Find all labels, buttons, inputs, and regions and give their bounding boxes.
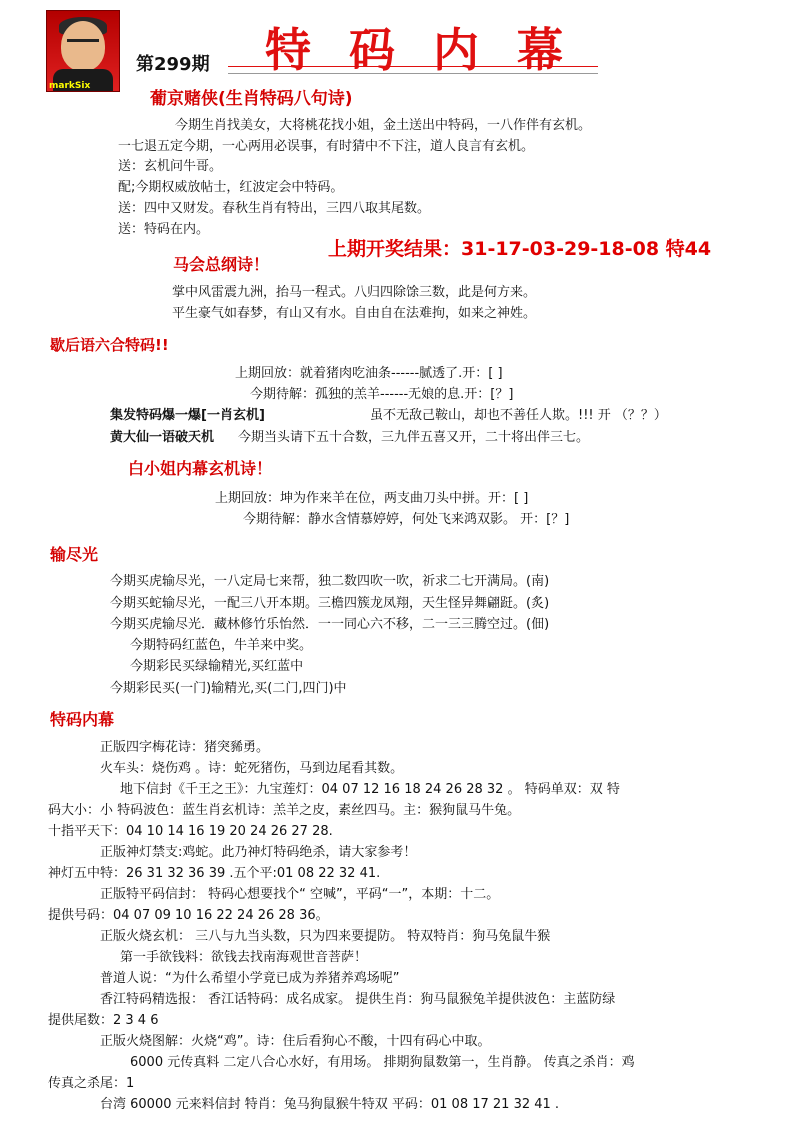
text-line: 掌中风雷震九洲，抬马一程式。八归四除馀三数，此是何方来。 (172, 285, 537, 300)
text-line: 今期当头请下五十合数，三九伴五喜又开，二十将出伴三七。 (238, 430, 590, 445)
text-line: 普道人说：“为什么希望小学竟已成为养猪养鸡场呢” (100, 971, 400, 986)
text-line: 提供号码：04 07 09 10 16 22 24 26 28 36。 (48, 908, 329, 923)
text-line: 送：玄机问牛哥。 (118, 159, 223, 174)
text-line-bold: 黄大仙一语破天机 (110, 430, 215, 445)
text-line: 平生豪气如春梦，有山又有水。自由自在法难拘，如来之神姓。 (172, 306, 537, 321)
text-line: 今期待解：静水含情慕婷婷，何处飞来鸿双影。 开：[？] (243, 512, 570, 527)
text-line: 第一手欲钱料：欲钱去找南海观世音菩萨！ (120, 950, 368, 965)
text-line: 台湾 60000 元来料信封 特肖：兔马狗鼠猴牛特双 平码：01 08 17 21 32 41 . (100, 1097, 560, 1112)
text-line: 正版火烧玄机： 三八与九当头数，只为四来要提防。 特双特肖：狗马兔鼠牛猴 (100, 929, 551, 944)
text-line: 虽不无敌己鞍山，却也不善任人欺。!!! 开 （？？） (370, 408, 667, 423)
text-line: 今期生肖找美女，大将桃花找小姐，金土送出中特码，一八作伴有玄机。 (175, 118, 592, 133)
section-heading-1: 葡京赌侠(生肖特码八句诗) (150, 89, 353, 109)
text-line: 今期待解：孤独的羔羊------无娘的息.开：[？] (250, 387, 514, 402)
text-line: 正版四字梅花诗：猪突豨勇。 (100, 740, 270, 755)
section-heading-6: 特码内幕 (50, 710, 115, 729)
text-line-bold: 集发特码爆一爆[一肖玄机] (110, 408, 265, 423)
text-line: 上期回放：就着猪肉吃油条------腻透了.开：[ ] (235, 366, 503, 381)
text-line: 传真之杀尾：1 (48, 1076, 135, 1091)
last-draw-result: 上期开奖结果：31-17-03-29-18-08 特44 (328, 238, 712, 260)
text-line: 今期彩民买绿输精光,买红蓝中 (130, 659, 304, 674)
text-line: 配;今期权威放帖士，红波定会中特码。 (118, 180, 344, 195)
logo-photo (46, 10, 120, 92)
section-heading-2: 马会总纲诗！ (173, 255, 270, 274)
section-heading-4: 白小姐内幕玄机诗！ (128, 459, 273, 478)
text-line: 今期买虎输尽光，一八定局七来帮，独二数四吹一吹，祈求二七开满局。(南) (110, 574, 550, 589)
text-line: 6000 元传真料 二定八合心水好，有用场。 排期狗鼠数第一，生肖静。 传真之杀肖：鸡 (130, 1055, 635, 1070)
text-line: 送：特码在内。 (118, 222, 210, 237)
text-line: 正版神灯禁支:鸡蛇。此乃神灯特码绝杀，请大家参考！ (100, 845, 417, 860)
text-line: 码大小：小 特码波色：蓝生肖玄机诗：羔羊之皮，素丝四马。主：猴狗鼠马牛兔。 (48, 803, 521, 818)
text-line: 十指平天下：04 10 14 16 19 20 24 26 27 28. (48, 824, 333, 839)
section-heading-3: 歇后语六合特码!! (50, 336, 169, 354)
text-line: 正版火烧图解：火烧“鸡”。诗：住后看狗心不酸，十四有码心中取。 (100, 1034, 491, 1049)
page-title: 特码内幕 (265, 23, 601, 77)
text-line: 上期回放：坤为作来羊在位，两支曲刀头中拼。开：[ ] (215, 491, 529, 506)
text-line: 今期特码红蓝色，牛羊来中奖。 (130, 638, 313, 653)
section-heading-5: 输尽光 (50, 545, 99, 564)
text-line: 提供尾数：2 3 4 6 (48, 1013, 159, 1028)
text-line: 一七退五定今期，一心两用必误事，有时猜中不下注，道人良言有玄机。 (118, 139, 535, 154)
logo-text: markSix (49, 81, 91, 91)
title-underline (228, 66, 598, 67)
text-line: 今期买蛇输尽光，一配三八开本期。三檐四簇龙凤翔，天生怪异舞翩跹。(炙) (110, 596, 550, 611)
text-line: 正版特平码信封： 特码心想要找个“ 空喊”，平码“一”，本期：十二。 (100, 887, 500, 902)
text-line: 送：四中又财发。春秋生肖有特出，三四八取其尾数。 (118, 201, 431, 216)
text-line: 火车头：烧伤鸡 。诗：蛇死猪伤，马到边尾看其数。 (100, 761, 404, 776)
text-line: 香江特码精选报： 香江话特码：成名成家。 提供生肖：狗马鼠猴兔羊提供波色：主蓝防绿 (100, 992, 616, 1007)
text-line: 神灯五中特：26 31 32 36 39 .五个平:01 08 22 32 41. (48, 866, 381, 881)
text-line: 今期彩民买(一门)输精光,买(二门,四门)中 (110, 681, 347, 696)
text-line: 今期买虎输尽光．藏林修竹乐怡然．一一同心六不移，二一三三腾空过。(佃) (110, 617, 550, 632)
title-underline-2 (228, 73, 598, 74)
issue-number: 第299期 (136, 54, 210, 75)
text-line: 地下信封《千王之王》：九宝莲灯：04 07 12 16 18 24 26 28 32 。 特码单双：双 特 (120, 782, 620, 797)
